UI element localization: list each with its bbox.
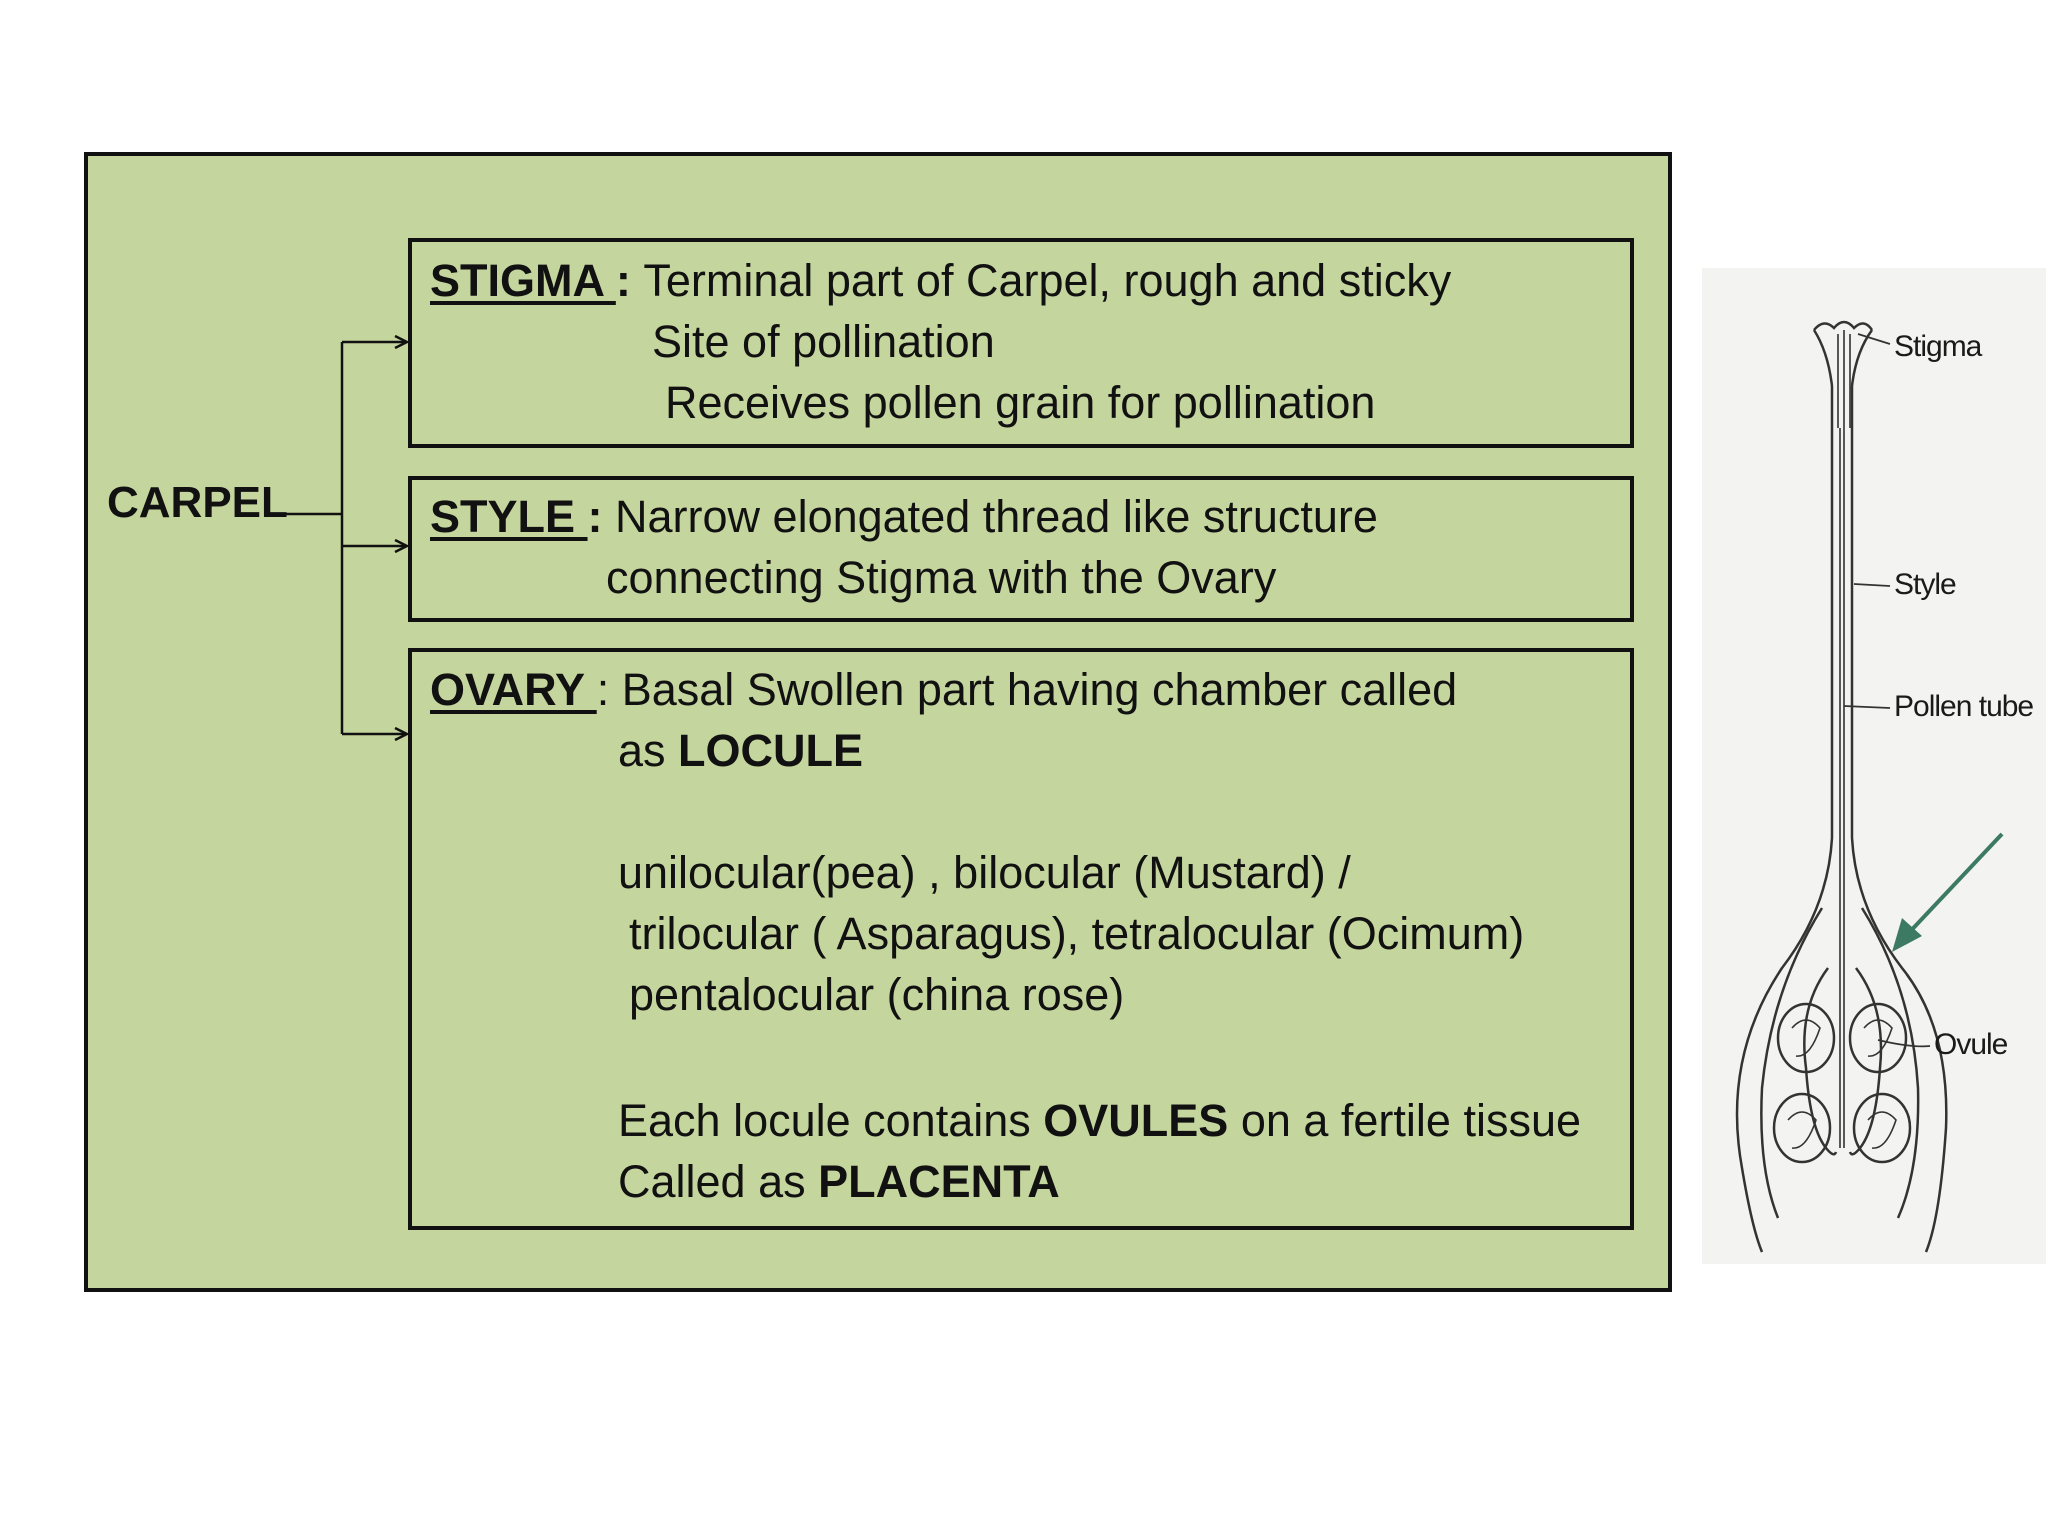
ovary-right-inner (1862, 908, 1918, 1218)
style-line-2: connecting Stigma with the Ovary (606, 552, 1277, 603)
figure-label-ovule: Ovule (1934, 1028, 2008, 1061)
stigma-top (1814, 322, 1872, 330)
ovary-text-2-prefix: as (618, 725, 679, 776)
ovary-line-7 (618, 1155, 1060, 1209)
stigma-line-3: Receives pollen grain for pollination (665, 377, 1376, 428)
placenta-term: PLACENTA (818, 1156, 1060, 1207)
locule-left-wall (1804, 968, 1836, 1154)
stigma-line-1 (430, 254, 1451, 308)
ovary-heading: OVARY (430, 664, 597, 715)
stigma-left (1814, 330, 1832, 386)
stigma-colon: : (615, 255, 644, 306)
stigma-text-1: Terminal part of Carpel, rough and sticky (643, 255, 1452, 306)
pistil-figure (1702, 268, 2046, 1264)
green-arrow (1892, 834, 2002, 952)
style-heading: STYLE (430, 491, 588, 542)
carpel-label: CARPEL (107, 478, 288, 527)
pollen-tube-line (1840, 428, 1844, 1148)
ovary-line-1 (430, 663, 1457, 717)
stigma-leader (1858, 334, 1890, 344)
ovule-2-inner (1864, 1020, 1892, 1056)
style-line-1 (430, 490, 1378, 544)
stigma-heading: STIGMA (430, 255, 616, 306)
ovule-4 (1854, 1094, 1910, 1162)
ovary-left-outer (1737, 838, 1832, 1252)
stigma-canals (1838, 330, 1850, 428)
ovules-term: OVULES (1043, 1095, 1229, 1146)
stigma-right (1852, 330, 1872, 386)
figure-label-stigma: Stigma (1894, 330, 1982, 363)
ovary-text-6-suffix: on a fertile tissue (1228, 1095, 1581, 1146)
figure-label-pollen-tube: Pollen tube (1894, 690, 2034, 723)
style-colon: : (587, 491, 616, 542)
ovule-3 (1774, 1094, 1830, 1162)
ovary-line-2 (618, 724, 863, 778)
style-leader (1854, 584, 1890, 586)
style-text-1: Narrow elongated thread like structure (615, 491, 1378, 542)
ovary-text-1: Basal Swollen part having chamber called (621, 664, 1458, 715)
green-arrow-shaft (1904, 834, 2002, 938)
locule-term: LOCULE (678, 725, 864, 776)
ovary-line-5: pentalocular (china rose) (629, 969, 1125, 1020)
ovary-text-6-prefix: Each locule contains (618, 1095, 1044, 1146)
stigma-line-2: Site of pollination (652, 316, 995, 367)
pistil-drawing (1702, 268, 2046, 1264)
ovary-line-3: unilocular(pea) , bilocular (Mustard) / (618, 847, 1351, 898)
ovary-text-7-prefix: Called as (618, 1156, 819, 1207)
ovary-colon: : (596, 664, 622, 715)
figure-label-style: Style (1894, 568, 1956, 601)
ovary-line-4: trilocular ( Asparagus), tetralocular (Ocimum) (629, 908, 1525, 959)
ovary-line-6 (618, 1094, 1581, 1148)
